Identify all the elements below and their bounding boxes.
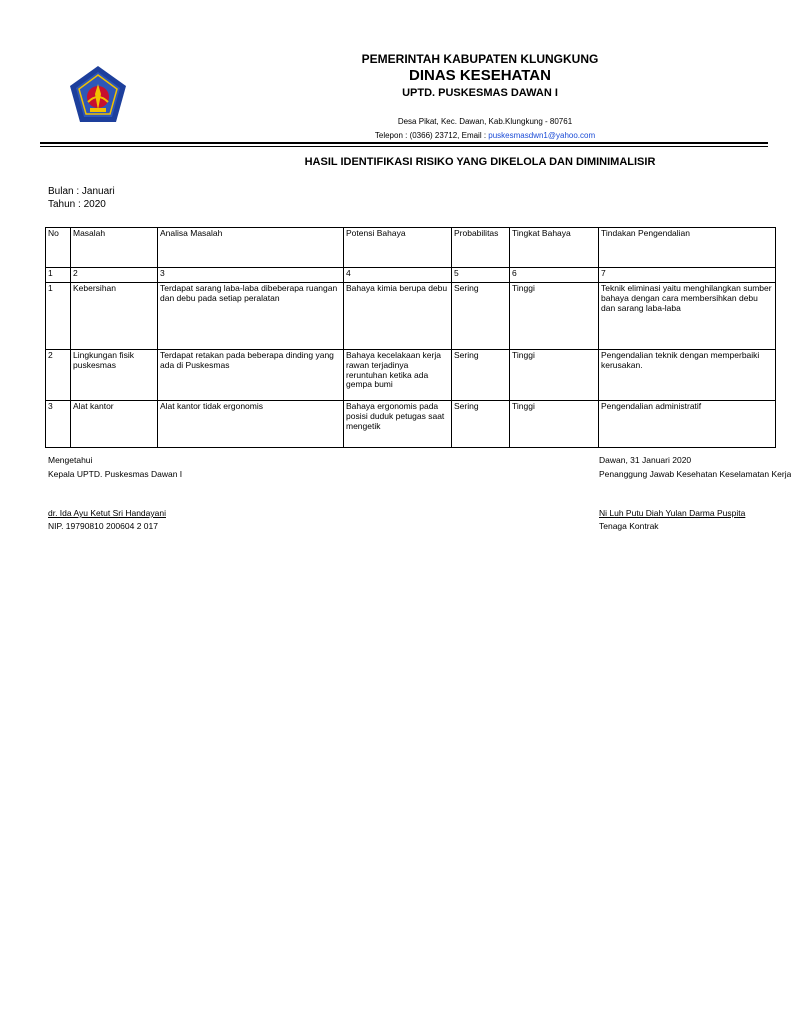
document-title: HASIL IDENTIFIKASI RISIKO YANG DIKELOLA DAN DIMINIMALISIR <box>304 156 656 168</box>
col-header-probabilitas: Probabilitas <box>452 228 510 268</box>
table-header-row <box>46 228 776 268</box>
cell-probabilitas: Sering <box>452 350 510 401</box>
cell-tingkat: Tinggi <box>510 350 599 401</box>
col-header-no: No <box>46 228 71 268</box>
cell-masalah: Alat kantor <box>71 401 158 448</box>
cell-analisa: Terdapat sarang laba-laba dibeberapa ruangan dan debu pada setiap peralatan <box>158 283 344 350</box>
signature-right-role: Tenaga Kontrak <box>599 521 659 531</box>
cell-tindakan: Teknik eliminasi yaitu menghilangkan sumber bahaya dengan cara membersihkan debu dan sarang laba-laba <box>599 283 776 350</box>
month-field: Bulan : Januari <box>48 186 115 197</box>
cell-potensi: Bahaya kimia berupa debu <box>344 283 452 350</box>
cell-tindakan: Pengendalian teknik dengan memperbaiki kerusakan. <box>599 350 776 401</box>
cell-potensi: Bahaya ergonomis pada posisi duduk petugas saat mengetik <box>344 401 452 448</box>
col-number: 6 <box>510 268 599 283</box>
table-row <box>46 401 776 448</box>
col-number: 7 <box>599 268 776 283</box>
government-name: PEMERINTAH KABUPATEN KLUNGKUNG <box>361 52 599 66</box>
cell-probabilitas: Sering <box>452 401 510 448</box>
cell-no: 2 <box>46 350 71 401</box>
col-header-tindakan: Tindakan Pengendalian <box>599 228 776 268</box>
header-rule-thin <box>40 146 768 147</box>
cell-analisa: Alat kantor tidak ergonomis <box>158 401 344 448</box>
col-number: 2 <box>71 268 158 283</box>
cell-potensi: Bahaya kecelakaan kerja rawan terjadinya reruntuhan ketika ada gempa bumi <box>344 350 452 401</box>
cell-tingkat: Tinggi <box>510 401 599 448</box>
col-number: 4 <box>344 268 452 283</box>
col-header-masalah: Masalah <box>71 228 158 268</box>
col-header-tingkat: Tingkat Bahaya <box>510 228 599 268</box>
signature-right-name: Ni Luh Putu Diah Yulan Darma Puspita <box>599 508 746 518</box>
header-rule-thick <box>40 142 768 144</box>
table-row <box>46 283 776 350</box>
signature-left-position: Kepala UPTD. Puskesmas Dawan I <box>48 469 183 479</box>
signature-left-name: dr. Ida Ayu Ketut Sri Handayani <box>48 508 166 518</box>
klungkung-regency-emblem-icon <box>66 64 130 128</box>
email-link[interactable]: puskesmasdwn1@yahoo.com <box>488 131 596 140</box>
col-header-analisa: Analisa Masalah <box>158 228 344 268</box>
cell-no: 3 <box>46 401 71 448</box>
signature-left-nip: NIP. 19790810 200604 2 017 <box>48 521 158 531</box>
table-row <box>46 350 776 401</box>
cell-masalah: Lingkungan fisik puskesmas <box>71 350 158 401</box>
unit-name: UPTD. PUSKESMAS DAWAN I <box>402 87 558 99</box>
column-number-row <box>46 268 776 283</box>
col-header-potensi: Potensi Bahaya <box>344 228 452 268</box>
phone-label: Telepon : (0366) 23712, Email : <box>374 131 489 140</box>
cell-analisa: Terdapat retakan pada beberapa dinding yang ada di Puskesmas <box>158 350 344 401</box>
risk-table <box>45 227 776 448</box>
cell-tingkat: Tinggi <box>510 283 599 350</box>
cell-no: 1 <box>46 283 71 350</box>
signature-left-acknowledged: Mengetahui <box>48 455 93 465</box>
cell-tindakan: Pengendalian administratif <box>599 401 776 448</box>
cell-masalah: Kebersihan <box>71 283 158 350</box>
col-number: 3 <box>158 268 344 283</box>
col-number: 5 <box>452 268 510 283</box>
col-number: 1 <box>46 268 71 283</box>
cell-probabilitas: Sering <box>452 283 510 350</box>
department-name: DINAS KESEHATAN <box>409 67 551 84</box>
signature-right-position: Penanggung Jawab Kesehatan Keselamatan Kerja <box>599 469 791 479</box>
contact-line <box>290 131 680 140</box>
signature-right-date: Dawan, 31 Januari 2020 <box>599 455 692 465</box>
address: Desa Pikat, Kec. Dawan, Kab.Klungkung - 80761 <box>397 117 573 126</box>
year-field: Tahun : 2020 <box>48 199 106 210</box>
